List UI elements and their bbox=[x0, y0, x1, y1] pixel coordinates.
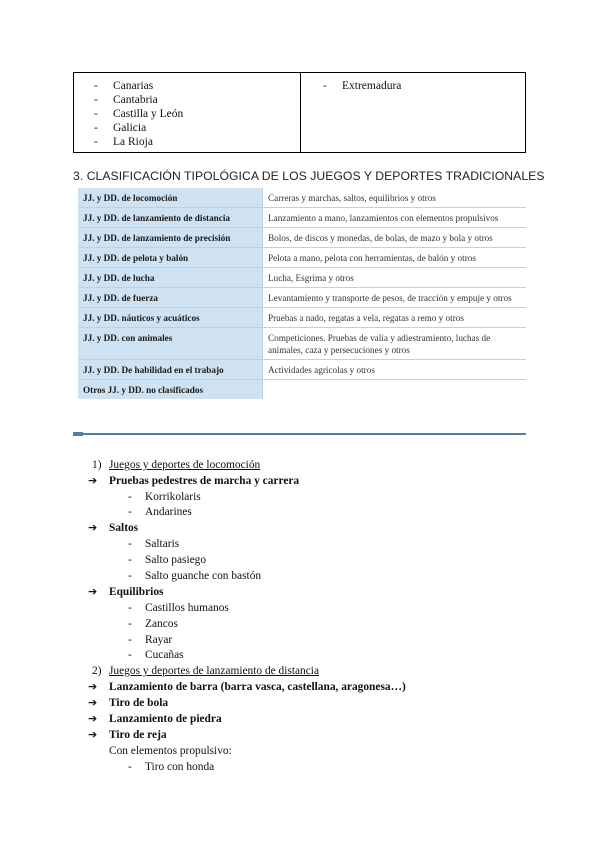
description-cell: Pelota a mano, pelota con herramientas, de balón y otros bbox=[263, 248, 527, 268]
description-cell: Pruebas a nado, regatas a vela, regatas a remo y otros bbox=[263, 308, 527, 328]
arrow-icon: ➔ bbox=[88, 728, 98, 741]
table-row bbox=[78, 380, 526, 400]
description-cell: Actividades agrícolas y otros bbox=[263, 360, 527, 380]
category-cell: JJ. y DD. náuticos y acuáticos bbox=[78, 308, 263, 328]
category-cell: JJ. y DD. de fuerza bbox=[78, 288, 263, 308]
regions-table bbox=[73, 72, 526, 153]
table-row bbox=[78, 328, 526, 360]
table-row bbox=[78, 308, 526, 328]
category-cell: JJ. y DD. de locomoción bbox=[78, 188, 263, 208]
category-cell: JJ. y DD. de lanzamiento de distancia bbox=[78, 208, 263, 228]
table-row bbox=[78, 360, 526, 380]
arrow-icon: ➔ bbox=[88, 680, 98, 693]
description-cell: Carreras y marchas, saltos, equilibrios y otros bbox=[263, 188, 527, 208]
table-row bbox=[78, 288, 526, 308]
table-row bbox=[78, 228, 526, 248]
arrow-icon: ➔ bbox=[88, 696, 98, 709]
table-row bbox=[78, 188, 526, 208]
description-cell: Bolos, de discos y monedas, de bolas, de mazo y bola y otros bbox=[263, 228, 527, 248]
category-cell: JJ. y DD. de lucha bbox=[78, 268, 263, 288]
regions-table-right-cell: - Extremadura bbox=[323, 80, 402, 92]
category-cell: JJ. y DD. de pelota y balón bbox=[78, 248, 263, 268]
description-cell: Lanzamiento a mano, lanzamientos con elementos propulsivos bbox=[263, 208, 527, 228]
description-cell: Competiciones. Pruebas de valía y adiestramiento, luchas de animales, caza y persecuciones y otros bbox=[263, 328, 527, 360]
arrow-icon: ➔ bbox=[88, 474, 98, 487]
category-cell: JJ. y DD. De habilidad en el trabajo bbox=[78, 360, 263, 380]
category-cell: Otros JJ. y DD. no clasificados bbox=[78, 380, 263, 400]
table-row bbox=[78, 208, 526, 228]
table-bottom-rule bbox=[73, 433, 526, 435]
description-cell: Levantamiento y transporte de pesos, de tracción y empuje y otros bbox=[263, 288, 527, 308]
arrow-icon: ➔ bbox=[88, 712, 98, 725]
description-cell bbox=[263, 380, 527, 400]
description-cell: Lucha, Esgrima y otros bbox=[263, 268, 527, 288]
arrow-icon: ➔ bbox=[88, 521, 98, 534]
category-cell: JJ. y DD. de lanzamiento de precisión bbox=[78, 228, 263, 248]
regions-table-left-cell: - Canarias - Cantabria - Castilla y León - Galicia - La Rioja bbox=[74, 73, 301, 152]
classification-table bbox=[78, 188, 526, 399]
table-row bbox=[78, 268, 526, 288]
arrow-icon: ➔ bbox=[88, 585, 98, 598]
category-cell: JJ. y DD. con animales bbox=[78, 328, 263, 360]
table-row bbox=[78, 248, 526, 268]
section-heading: 3. CLASIFICACIÓN TIPOLÓGICA DE LOS JUEGOS Y DEPORTES TRADICIONALES bbox=[73, 169, 545, 183]
table-corner-mark bbox=[73, 432, 83, 436]
